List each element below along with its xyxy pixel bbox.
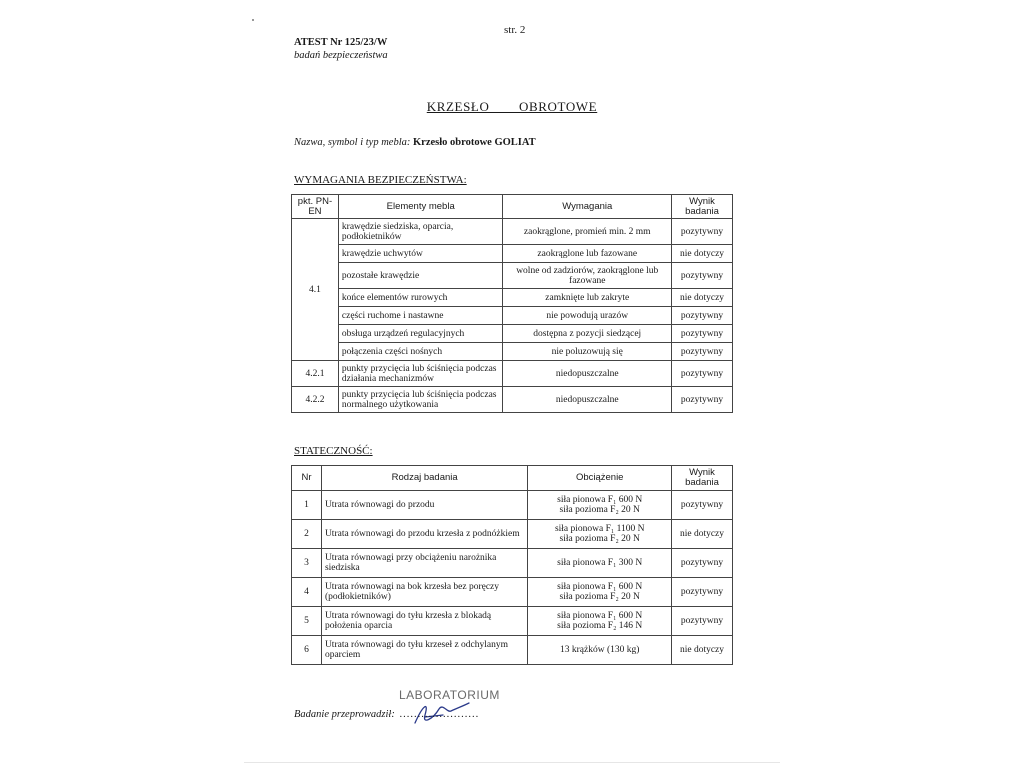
result-cell: pozytywny [672,607,733,636]
requirement-cell: niedopuszczalne [503,361,672,387]
scan-speck [252,19,254,21]
test-cell: Utrata równowagi do tyłu krzeseł z odchylanym oparciem [321,636,527,665]
pkt-cell: 4.1 [292,219,339,361]
column-header: Wymagania [503,195,672,219]
result-cell: pozytywny [672,578,733,607]
document-title [0,99,1024,115]
table-row [292,307,733,325]
element-cell: krawędzie siedziska, oparcia, podłokietników [338,219,503,245]
table-row [292,520,733,549]
table-row [292,245,733,263]
product-label: Nazwa, symbol i typ mebla: [294,137,411,148]
result-cell: pozytywny [672,361,733,387]
load-cell [528,520,672,549]
result-cell: nie dotyczy [672,289,733,307]
test-cell: Utrata równowagi do przodu [321,491,527,520]
requirement-cell: zaokrąglone lub fazowane [503,245,672,263]
result-cell: pozytywny [672,387,733,413]
table-row [292,361,733,387]
stability-table [291,465,733,665]
load-line: 13 krążków (130 kg) [559,645,640,655]
requirement-cell: nie poluzowują się [503,343,672,361]
requirement-cell: niedopuszczalne [503,387,672,413]
result-cell: pozytywny [672,343,733,361]
element-cell: obsługa urządzeń regulacyjnych [338,325,503,343]
page-number: str. 2 [504,24,526,36]
column-header: Obciążenie [528,466,672,491]
table-row [292,636,733,665]
stability-heading: STATECZNOŚĆ: [294,445,373,457]
load-line: siła pozioma F₂ 20 N [559,505,640,515]
pkt-cell: 4.2.2 [292,387,339,413]
nr-cell: 5 [292,607,322,636]
column-header: Elementy mebla [338,195,503,219]
result-cell: nie dotyczy [672,636,733,665]
load-cell [528,549,672,578]
load-line: siła pionowa F₁ 1100 N [554,524,645,534]
load-line: siła pozioma F₂ 146 N [557,621,643,631]
result-cell: nie dotyczy [672,520,733,549]
atest-subtitle: badań bezpieczeństwa [294,50,388,61]
requirement-cell: zaokrąglone, promień min. 2 mm [503,219,672,245]
table-row [292,325,733,343]
table-header-row [292,195,733,219]
table-row [292,549,733,578]
table-row [292,219,733,245]
laboratory-stamp: LABORATORIUM [399,688,500,702]
table-row [292,289,733,307]
signature-row [294,709,479,720]
element-cell: pozostałe krawędzie [338,263,503,289]
element-cell: punkty przycięcia lub ściśnięcia podczas działania mechanizmów [338,361,503,387]
requirement-cell: nie powodują urazów [503,307,672,325]
atest-number: ATEST Nr 125/23/W [294,37,388,48]
bottom-edge [244,762,780,763]
nr-cell: 4 [292,578,322,607]
table-row [292,263,733,289]
load-line: siła pionowa F₁ 300 N [557,558,643,568]
column-header: pkt. PN-EN [292,195,339,219]
test-cell: Utrata równowagi na bok krzesła bez poręczy (podłokietników) [321,578,527,607]
element-cell: punkty przycięcia lub ściśnięcia podczas normalnego użytkowania [338,387,503,413]
table-header-row [292,466,733,491]
column-header: Nr [292,466,322,491]
column-header: Wynik badania [672,466,733,491]
result-cell: pozytywny [672,219,733,245]
load-cell [528,607,672,636]
nr-cell: 3 [292,549,322,578]
table-row [292,343,733,361]
load-line: siła pionowa F₁ 600 N [557,611,643,621]
product-value: Krzesło obrotowe GOLIAT [413,137,536,148]
table-row [292,578,733,607]
signature-line: ...................... [399,709,480,720]
test-cell: Utrata równowagi do tyłu krzesła z blokadą położenia oparcia [321,607,527,636]
result-cell: pozytywny [672,307,733,325]
signature-label: Badanie przeprowadził: [294,709,395,720]
test-cell: Utrata równowagi przy obciążeniu narożnika siedziska [321,549,527,578]
safety-heading: WYMAGANIA BEZPIECZEŃSTWA: [294,174,467,186]
result-cell: pozytywny [672,549,733,578]
nr-cell: 2 [292,520,322,549]
product-line [294,137,536,148]
load-cell [528,636,672,665]
load-cell [528,578,672,607]
result-cell: pozytywny [672,325,733,343]
result-cell: pozytywny [672,491,733,520]
table-row [292,607,733,636]
load-cell [528,491,672,520]
test-cell: Utrata równowagi do przodu krzesła z podnóżkiem [321,520,527,549]
load-line: siła pozioma F₂ 20 N [559,534,640,544]
result-cell: pozytywny [672,263,733,289]
requirement-cell: zamknięte lub zakryte [503,289,672,307]
table-row [292,491,733,520]
load-line: siła pionowa F₁ 600 N [557,582,643,592]
requirement-cell: wolne od zadziorów, zaokrąglone lub fazowane [503,263,672,289]
element-cell: końce elementów rurowych [338,289,503,307]
table-row [292,387,733,413]
nr-cell: 6 [292,636,322,665]
element-cell: połączenia części nośnych [338,343,503,361]
element-cell: krawędzie uchwytów [338,245,503,263]
column-header: Rodzaj badania [321,466,527,491]
document-title-text: KRZESŁO OBROTOWE [426,99,598,114]
requirement-cell: dostępna z pozycji siedzącej [503,325,672,343]
safety-requirements-table [291,194,733,413]
nr-cell: 1 [292,491,322,520]
load-line: siła pozioma F₂ 20 N [559,592,640,602]
element-cell: części ruchome i nastawne [338,307,503,325]
column-header: Wynik badania [672,195,733,219]
result-cell: nie dotyczy [672,245,733,263]
load-line: siła pionowa F₁ 600 N [557,495,643,505]
pkt-cell: 4.2.1 [292,361,339,387]
